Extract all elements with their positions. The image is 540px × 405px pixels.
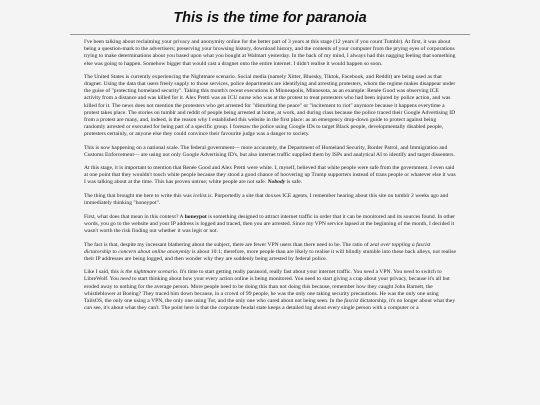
paragraph-text: . Purportedly a site that doxxes ICE agents, I remember hearing about this site on tumblr 2 weeks ago and immediately thinking "honeypot".: [84, 192, 449, 206]
bold-text: honeypot: [184, 214, 207, 221]
emphasis-text: need: [363, 269, 375, 276]
emphasis-text: icelist.is: [193, 192, 212, 199]
paragraph-text: to start thinking about how your every action online is being monitored. You need to start giving a crap about your privacy, because it's all but eroded away to nothing for the average person. More people need to be doing this than not doing this because, remember how they caught John Barnett, the whistleblower at Boeing? They traced him down because, in a crowd of 99 people, he was the only one taking security precautions. He was the only one using TailsOS, the only one using a VPN, the only one using Tor, and the only one who cared about not being seen. In the: [84, 276, 450, 305]
paragraph-text: dictatorship, it's no longer about what they: [358, 298, 456, 305]
paragraph-text: to switch to LibreWolf. You: [84, 269, 442, 283]
paragraph-text: The United States is currently experiencing the Nightmare scenario. Social media (namely Xitter, Bluesky, Tiktok, Facebook, and Reddit) are being used as that dragnet. Using the data that users freely supply to those services, police departments are identifying and arresting protesters, whom the regime makes disappear under the guise of "protecting homeland security". Taking this month's recent executions in Minneapolis, Minnesota, as an example: Renée Good was observing ICE activity from a distance and was killed for it. Alex Pretti was an ICU nurse who was at the protest to treat protesters who had been injured by police action, and was killed for it. The news does not mention the protesters who get arrested for "disturbing the peace" or "incitement to riot" anymore because it happens everytime a protest takes place. The stories on tumblr and reddit of people being arrested at home, at work, and during class because the police traced their Google Advertising ID from a protest are many, and, indeed, is the reason why I established this website in the first place: as an emergency drop-down guide to protect against being randomly arrested or executed for being part of a specific group. I foresaw the police using Google IDs to target Black people, developmentally disabled people, protesters certainly, or anyone else they could convince their favourite judge was a danger to society.: [84, 73, 456, 138]
emphasis-text: concern about online anonymity: [118, 248, 191, 255]
paragraph-text: a VPN. You: [374, 269, 404, 276]
paragraph-text: is something designed to attract internet traffic in order that it can be monitored and its sources found. In other words, you go to the website and your IP address is logged and traced, then you are arrested. Since my VPN service lapsed at the beginning of the month, I decided it wasn't worth the risk finding out whether it was legit or not.: [84, 214, 456, 235]
emphasis-text: zeal over toppling a fascist dictatorship: [84, 241, 431, 255]
emphasis-text: need: [120, 276, 131, 283]
emphasis-text: can: [84, 305, 93, 312]
paragraph: [84, 214, 457, 236]
paragraph-text: to: [111, 248, 119, 255]
emphasis-text: fascist: [344, 298, 359, 305]
paragraph: [84, 193, 457, 207]
paragraph-text: is safe.: [285, 179, 303, 186]
paragraph: [84, 165, 457, 187]
paragraph-text: Like I said, this: [84, 269, 121, 276]
paragraph: [84, 74, 457, 139]
paragraph-text: is about 10:1; therefore, more people than are likely to realise it will blindly stumble into these back alleys, not realise their IP addresses are being logged, and then wonder why they are suddenly being arrested by federal police.: [84, 248, 456, 263]
paragraph: [84, 242, 457, 264]
emphasis-text: need: [403, 269, 415, 276]
paragraph-text: see, it's about what they can't. The point here is that the corporate feudal state keeps a detailed log about every single person with a computer or a: [92, 305, 419, 312]
paragraph-text: . It's time to start getting really paranoid, really fast about your internet traffic. You: [177, 269, 364, 276]
bold-italic-text: Nobody: [267, 179, 286, 186]
paragraph: [84, 39, 457, 68]
emphasis-text: is the nightmare scenario: [120, 269, 178, 276]
paragraph-text: At this stage, it is important to mention that Renée Good and Alex Pretti were white. I, myself, believed that white people were safe from the government. I even said at one point that they wouldn't touch white people because they stood a good chance of hoovering up Trump supporters instead of trans people or whatever else it was I was talking about at the time. This has proven untrue; white people are not safe.: [84, 165, 456, 186]
paragraph-text: This is now happening on a national scale. The federal government— more accurately, the Department of Homeland Security, Border Patrol, and Immigration and Customs Enforcement— are using not only Google Advertising ID's, but also internet traffic supplied them by ISPs and analytical AI to identify and target dissenters.: [84, 144, 455, 158]
paragraph-text: The thing that brought me here to write this was: [84, 192, 194, 199]
paragraph-text: I've been talking about reclaiming your privacy and anonymity online for the better part of 3 years at this stage (12 years if you count Tumblr). At first, it was about being a question-mark to the advertisers; preserving your browsing history, download history, and the contents of your computer from the prying eyes of corporations trying to make determinations about you based upon what you bought at Walmart yesterday. In the back of my mind, I always had this nagging feeling that something else was going to happen. Somehow bigger that would cast a dragnet onto the entire internet. I didn't realise it would happen so soon.: [84, 39, 456, 67]
paragraph: [84, 145, 457, 159]
paragraph: [84, 269, 457, 312]
article-body: [84, 35, 457, 313]
paragraph-text: First, what does that mean in this context? A: [84, 214, 185, 221]
paragraph-text: The fact is that, despite my incessant blathering about the subject, there are fewer VPN users than there need to be. The ratio of: [84, 241, 371, 248]
page-title: This is the time for paranoia: [173, 10, 367, 26]
